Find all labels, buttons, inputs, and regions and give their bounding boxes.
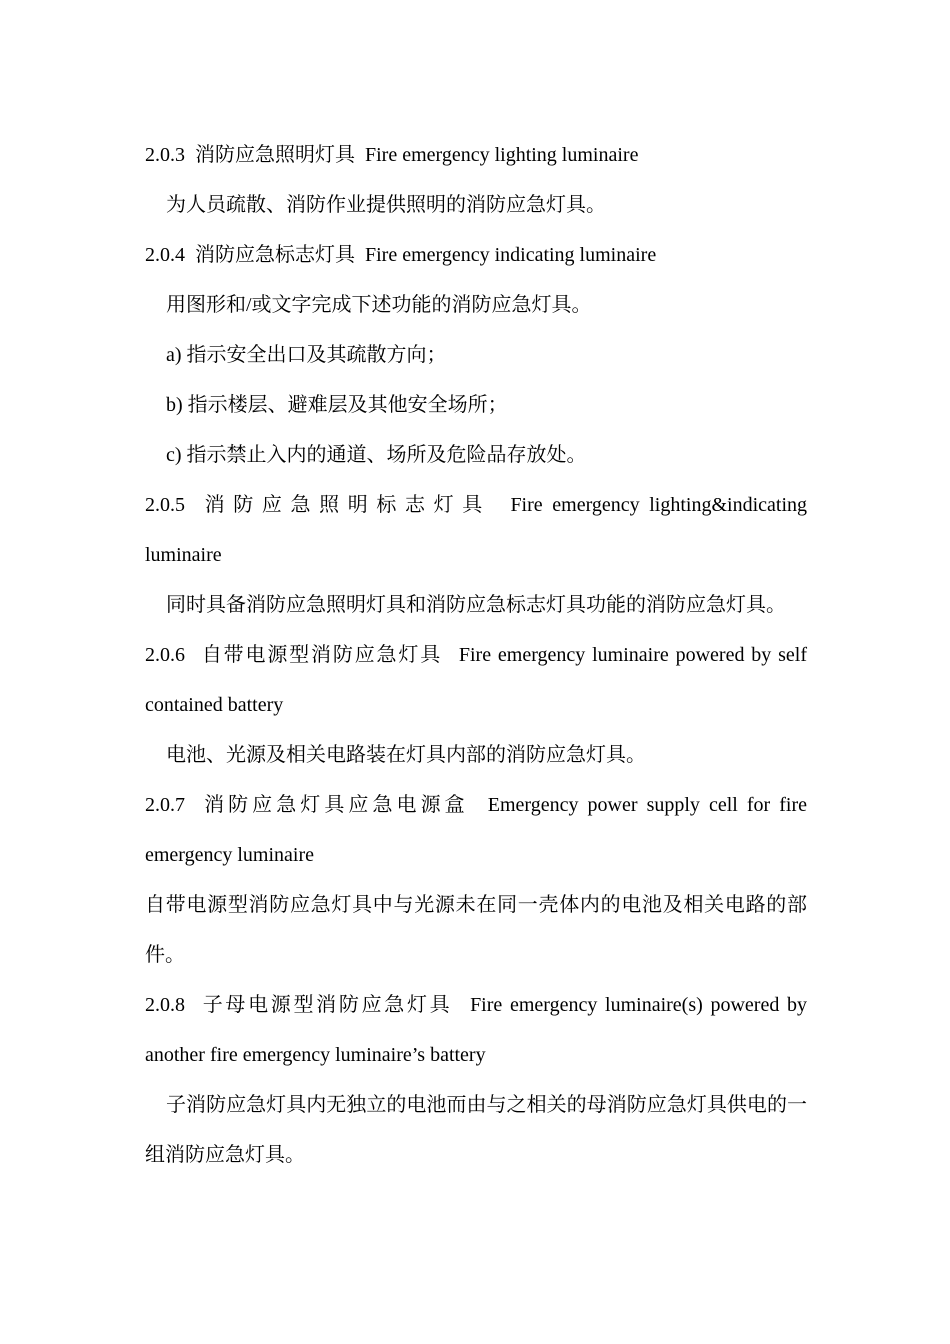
term-definition: 为人员疏散、消防作业提供照明的消防应急灯具。 — [166, 194, 606, 216]
term-english: Fire emergency indicating luminaire — [365, 244, 657, 266]
term-chinese: 消防应急照明灯具 — [195, 144, 355, 166]
term-definition: 自带电源型消防应急灯具中与光源未在同一壳体内的电池及相关电路的部件。 — [145, 894, 807, 966]
term-heading-2-0-8 — [145, 980, 807, 1080]
term-chinese: 消防应急灯具应急电源盒 — [204, 794, 469, 816]
term-english: Emergency power supply cell for fire emergency luminaire — [145, 794, 808, 866]
term-chinese: 子母电源型消防应急灯具 — [202, 994, 453, 1016]
term-english: Fire emergency lighting&indicating luminaire — [145, 494, 808, 566]
term-number: 2.0.7 — [145, 794, 185, 816]
term-chinese: 消防应急标志灯具 — [195, 244, 355, 266]
term-chinese: 自带电源型消防应急灯具 — [201, 644, 443, 666]
term-heading-2-0-3 — [145, 130, 807, 180]
term-number: 2.0.8 — [145, 994, 185, 1016]
list-item: c) 指示禁止入内的通道、场所及危险品存放处。 — [166, 444, 587, 466]
term-definition: 电池、光源及相关电路装在灯具内部的消防应急灯具。 — [166, 744, 646, 766]
document-page — [145, 130, 807, 1180]
term-heading-2-0-6 — [145, 630, 807, 730]
term-definition: 子消防应急灯具内无独立的电池而由与之相关的母消防应急灯具供电的一组消防应急灯具。 — [145, 1094, 807, 1166]
term-number: 2.0.3 — [145, 144, 185, 166]
term-definition: 同时具备消防应急照明灯具和消防应急标志灯具功能的消防应急灯具。 — [166, 594, 786, 616]
term-chinese: 消防应急照明标志灯具 — [204, 494, 491, 516]
term-definition: 用图形和/或文字完成下述功能的消防应急灯具。 — [166, 294, 592, 316]
term-number: 2.0.6 — [145, 644, 185, 666]
term-english: Fire emergency lighting luminaire — [365, 144, 639, 166]
term-number: 2.0.5 — [145, 494, 185, 516]
term-english: Fire emergency luminaire powered by self contained battery — [145, 644, 808, 716]
term-heading-2-0-5 — [145, 480, 807, 580]
list-item: b) 指示楼层、避难层及其他安全场所； — [166, 394, 508, 416]
list-item: a) 指示安全出口及其疏散方向； — [166, 344, 447, 366]
term-english: Fire emergency luminaire(s) powered by another fire emergency luminaire’s battery — [145, 994, 808, 1066]
term-heading-2-0-4 — [145, 230, 807, 280]
term-number: 2.0.4 — [145, 244, 185, 266]
term-heading-2-0-7 — [145, 780, 807, 880]
